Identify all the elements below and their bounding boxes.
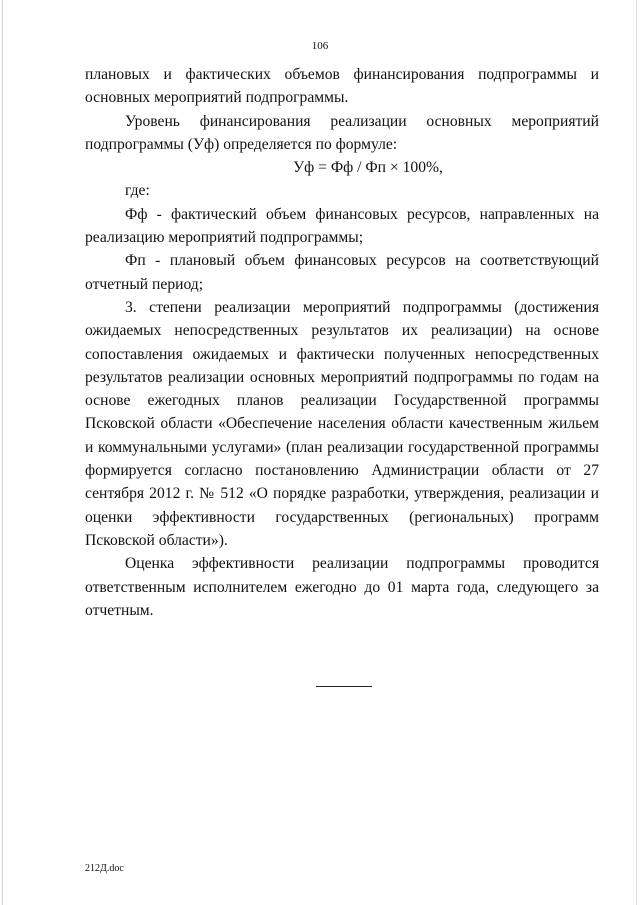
paragraph-implementation-degree: 3. степени реализации мероприятий подпрограммы (достижения ожидаемых непосредственных результатов их реализации) на основе сопоставления ожидаемых и фактически полученных непосредственных результатов реализации основных мероприятий подпрограммы по годам на основе ежегодных планов реализации Государственной программы Псковской области «Обеспечение населения области качественным жильем и коммунальными услугами» (план реализации государственной программы формируется согласно постановлению Администрации области от 27 сентября 2012 г. № 512 «О порядке разработки, утверждения, реализации и оценки эффективности государственных (региональных) программ Псковской области»).	[85, 298, 599, 549]
paragraph-evaluation: Оценка эффективности реализации подпрограммы проводится ответственным исполнителем ежегодно до 01 марта года, следующего за отчетным.	[85, 555, 599, 619]
formula: Уф = Фф / Фп × 100%,	[293, 159, 443, 177]
paragraph-where: где:	[125, 182, 150, 200]
separator-line	[316, 686, 372, 687]
document-body	[85, 63, 599, 622]
paragraph-actual-volume: Фф - фактический объем финансовых ресурсов, направленных на реализацию мероприятий подпрограммы;	[85, 205, 599, 247]
paragraph-planned-volume: Фп - плановый объем финансовых ресурсов на соответствующий отчетный период;	[85, 252, 599, 293]
page-number: 106	[311, 40, 329, 52]
scan-edge-left	[2, 0, 3, 905]
paragraph-financing-level: Уровень финансирования реализации основных мероприятий подпрограммы (Уф) определяется по формуле:	[85, 112, 599, 153]
paragraph-financing-volumes: плановых и фактических объемов финансирования подпрограммы и основных мероприятий подпрограммы.	[85, 66, 599, 107]
footer-filename: 212Д.doc	[85, 863, 124, 874]
scan-edge-right	[636, 0, 637, 905]
